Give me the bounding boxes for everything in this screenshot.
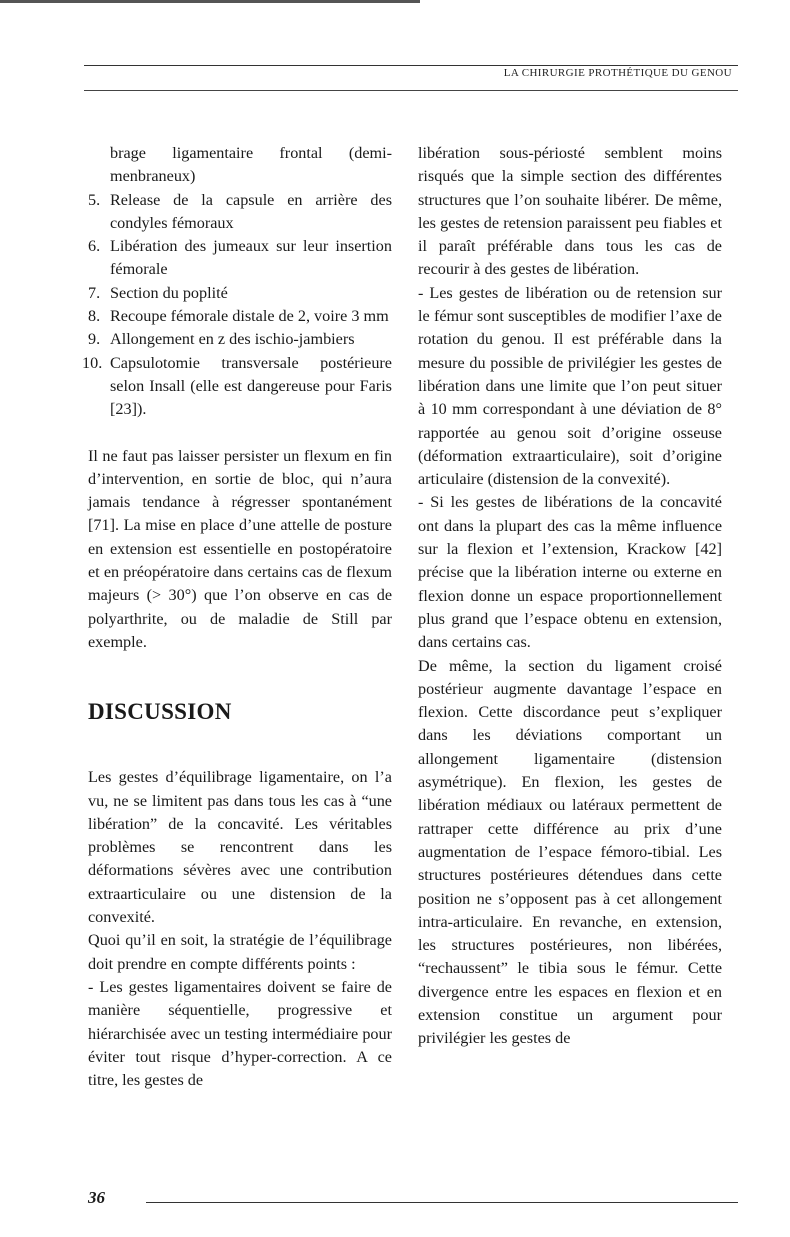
paragraph-right-2: - Les gestes de libération ou de retension sur le fémur sont susceptibles de modifier l’axe de rotation du genou. Il est préférable dans la mesure du possible de privilégier les gestes de libération dans une limite que l’on peut situer à 10 mm correspondant à une déviation de 8° rapportée au genou soit d’origine osseuse (déformation extraarticulaire), soit d’origine articulaire (distension de la convexité). <box>418 283 722 489</box>
list-number: 10. <box>82 353 103 372</box>
list-text: Recoupe fémorale distale de 2, voire 3 mm <box>110 307 389 326</box>
paragraph-right-3: - Si les gestes de libérations de la concavité ont dans la plupart des cas la même influence sur la flexion et l’extension, Krackow [42] précise que la libération interne ou externe en flexion donne un espace proportionnellement plus grand que l’espace obtenu en extension, dans certains cas. <box>418 493 722 652</box>
page-number: 36 <box>88 1188 105 1207</box>
header-rule-bottom <box>84 90 738 91</box>
paragraph-discussion-3: - Les gestes ligamentaires doivent se faire de manière séquentielle, progressive et hiérarchisée avec un testing intermédiaire pour éviter tout risque d’hyper-correction. A ce titre, les gestes de <box>88 977 392 1090</box>
right-column <box>418 142 722 1051</box>
scan-edge-mark <box>0 0 420 3</box>
paragraph-right-4: De même, la section du ligament croisé postérieur augmente davantage l’espace en flexion. Cette discordance peut s’expliquer dans les déviations comportant un allongement ligamentaire (distension asymétrique). En flexion, les gestes de libération médiaux ou latéraux permettent de rattraper cette différence au prix d’une augmentation de l’espace fémoro-tibial. Les structures postérieures détendues dans cette position ne s’opposent pas à cet allongement intra-articulaire. En revanche, en extension, les structures postérieures, non libérées, “rechaussent” le tibia sous le fémur. Cette divergence entre les espaces en flexion et en extension constitue un argument pour privilégier les gestes de <box>418 656 722 1048</box>
list-number: 7. <box>88 283 101 302</box>
list-number: 8. <box>88 307 101 326</box>
list-text: Capsulotomie transversale postérieure selon Insall (elle est dangereuse pour Faris [23]). <box>110 353 392 419</box>
list-number: 6. <box>88 237 101 256</box>
list-number: 9. <box>88 330 101 349</box>
list-item <box>88 189 392 236</box>
list-number: 5. <box>88 190 101 209</box>
paragraph-flexum: Il ne faut pas laisser persister un flexum en fin d’intervention, en sortie de bloc, qui n’aura jamais tendance à régresser spontanément [71]. La mise en place d’une attelle de posture en extension est essentielle en postopératoire et en préopératoire dans certains cas de flexum majeurs (> 30°) que l’on observe en cas de polyarthrite, ou de maladie de Still par exemple. <box>88 446 392 651</box>
list-text: Libération des jumeaux sur leur insertion fémorale <box>110 237 392 279</box>
paragraph-discussion-2: Quoi qu’il en soit, la stratégie de l’équilibrage doit prendre en compte différents points : <box>88 931 392 973</box>
list-text: Release de la capsule en arrière des condyles fémoraux <box>110 190 392 232</box>
footer-rule <box>146 1202 738 1203</box>
list-item <box>82 352 392 422</box>
section-heading: DISCUSSION <box>88 699 232 725</box>
list-item <box>88 305 392 328</box>
list-item <box>88 328 392 351</box>
list-text: Allongement en z des ischio-jambiers <box>110 330 355 349</box>
list-text: Section du poplité <box>110 283 228 302</box>
list-item <box>88 235 392 282</box>
running-header: LA CHIRURGIE PROTHÉTIQUE DU GENOU <box>503 67 732 79</box>
procedure-list <box>82 142 392 422</box>
header-rule-top <box>84 65 738 66</box>
list-item-continuation: brage ligamentaire frontal (demi-menbraneux) <box>110 144 392 186</box>
list-item <box>88 282 392 305</box>
paragraph-right-1: libération sous-périosté semblent moins risqués que la simple section des différentes structures que l’on souhaite libérer. De même, les gestes de retension paraissent peu fiables et il paraît préférable dans tous les cas de recourir à des gestes de libération. <box>418 144 722 279</box>
left-column <box>82 142 392 1092</box>
paragraph-discussion-1: Les gestes d’équilibrage ligamentaire, on l’a vu, ne se limitent pas dans tous les cas à “une libération” de la concavité. Les véritables problèmes se rencontrent dans les déformations sévères avec une contribution extraarticulaire ou une distension de la convexité. <box>88 768 392 927</box>
